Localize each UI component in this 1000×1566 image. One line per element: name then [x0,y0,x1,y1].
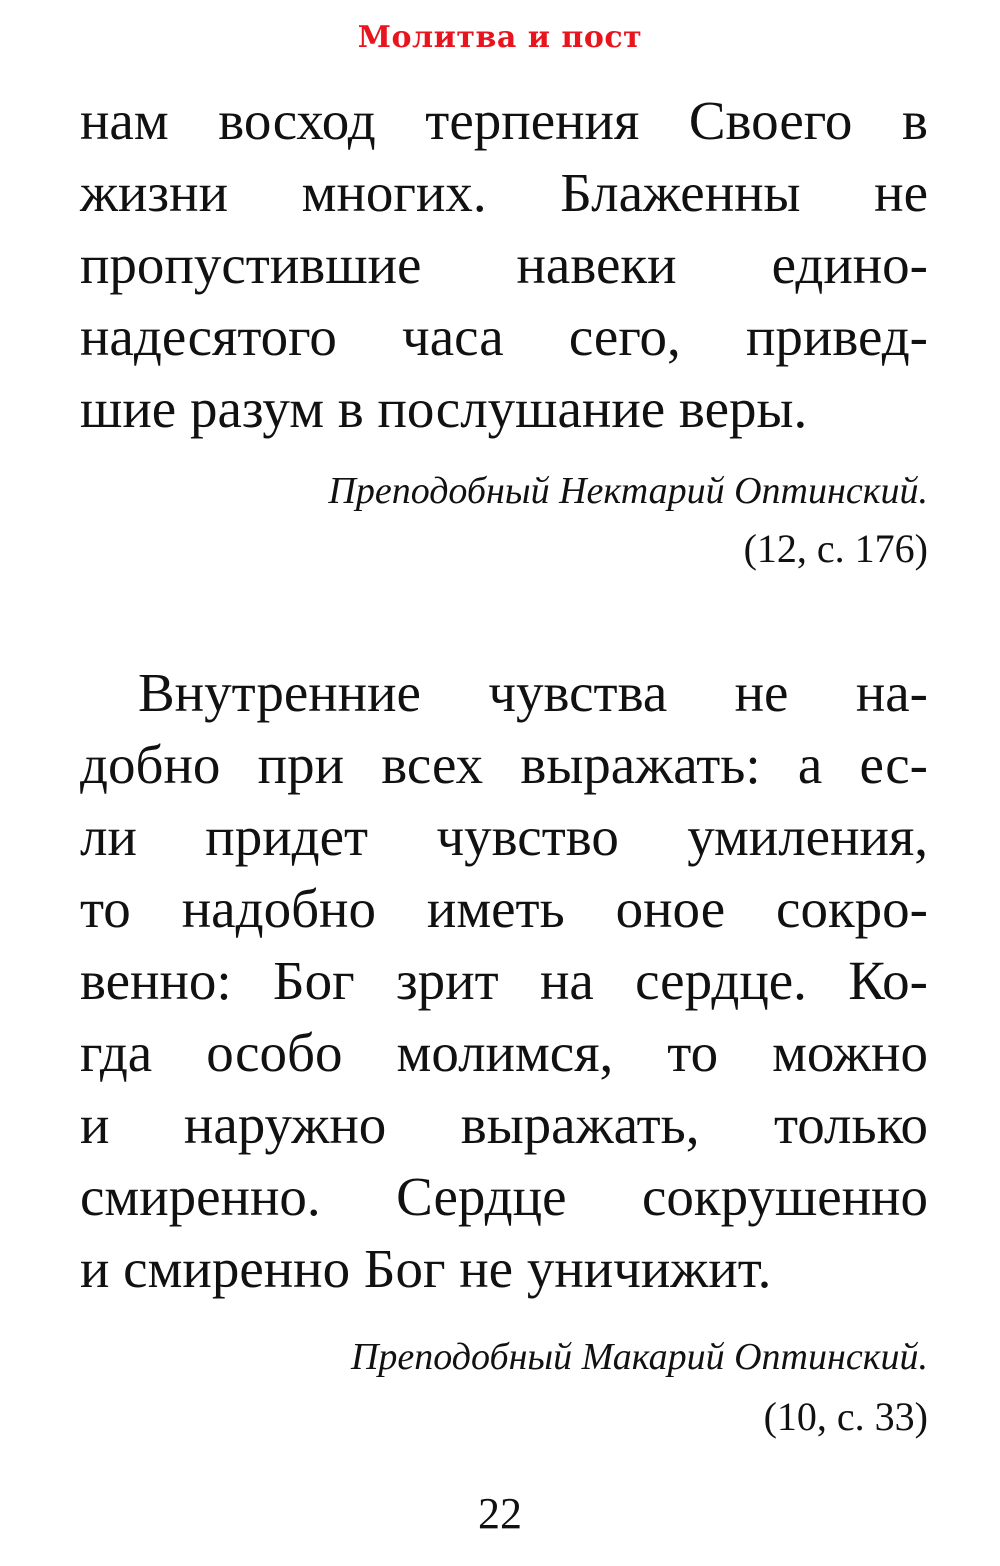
text-line: нам восход терпения Своего в [80,90,928,151]
text-line: надесятого часа сего, привед- [80,306,928,367]
text-line: и смиренно Бог не уничижит. [80,1238,772,1299]
text-line: Внутренние чувства не на- [138,662,928,723]
text-line: гда особо молимся, то можно [80,1022,928,1083]
page-number: 22 [478,1489,522,1538]
text-line: ли придет чувство умиления, [80,806,928,867]
running-header-title: Молитва и пост [357,20,643,55]
text-line: шие разум в послушание веры. [80,378,808,439]
text-line: добно при всех выражать: а ес- [80,734,928,795]
quote-reference: (10, с. 33) [763,1394,928,1439]
text-line: жизни многих. Блаженны не [80,162,928,223]
text-line: пропустившие навеки едино- [80,234,928,295]
quote-reference: (12, с. 176) [743,526,928,571]
text-line: венно: Бог зрит на сердце. Ко- [80,950,928,1011]
text-line: смиренно. Сердце сокрушенно [80,1166,928,1227]
quote-author: Преподобный Макарий Оптинский. [350,1336,928,1378]
text-line: то надобно иметь оное сокро- [80,878,928,939]
text-line: и наружно выражать, только [80,1094,928,1155]
quote-author: Преподобный Нектарий Оптинский. [328,470,928,512]
